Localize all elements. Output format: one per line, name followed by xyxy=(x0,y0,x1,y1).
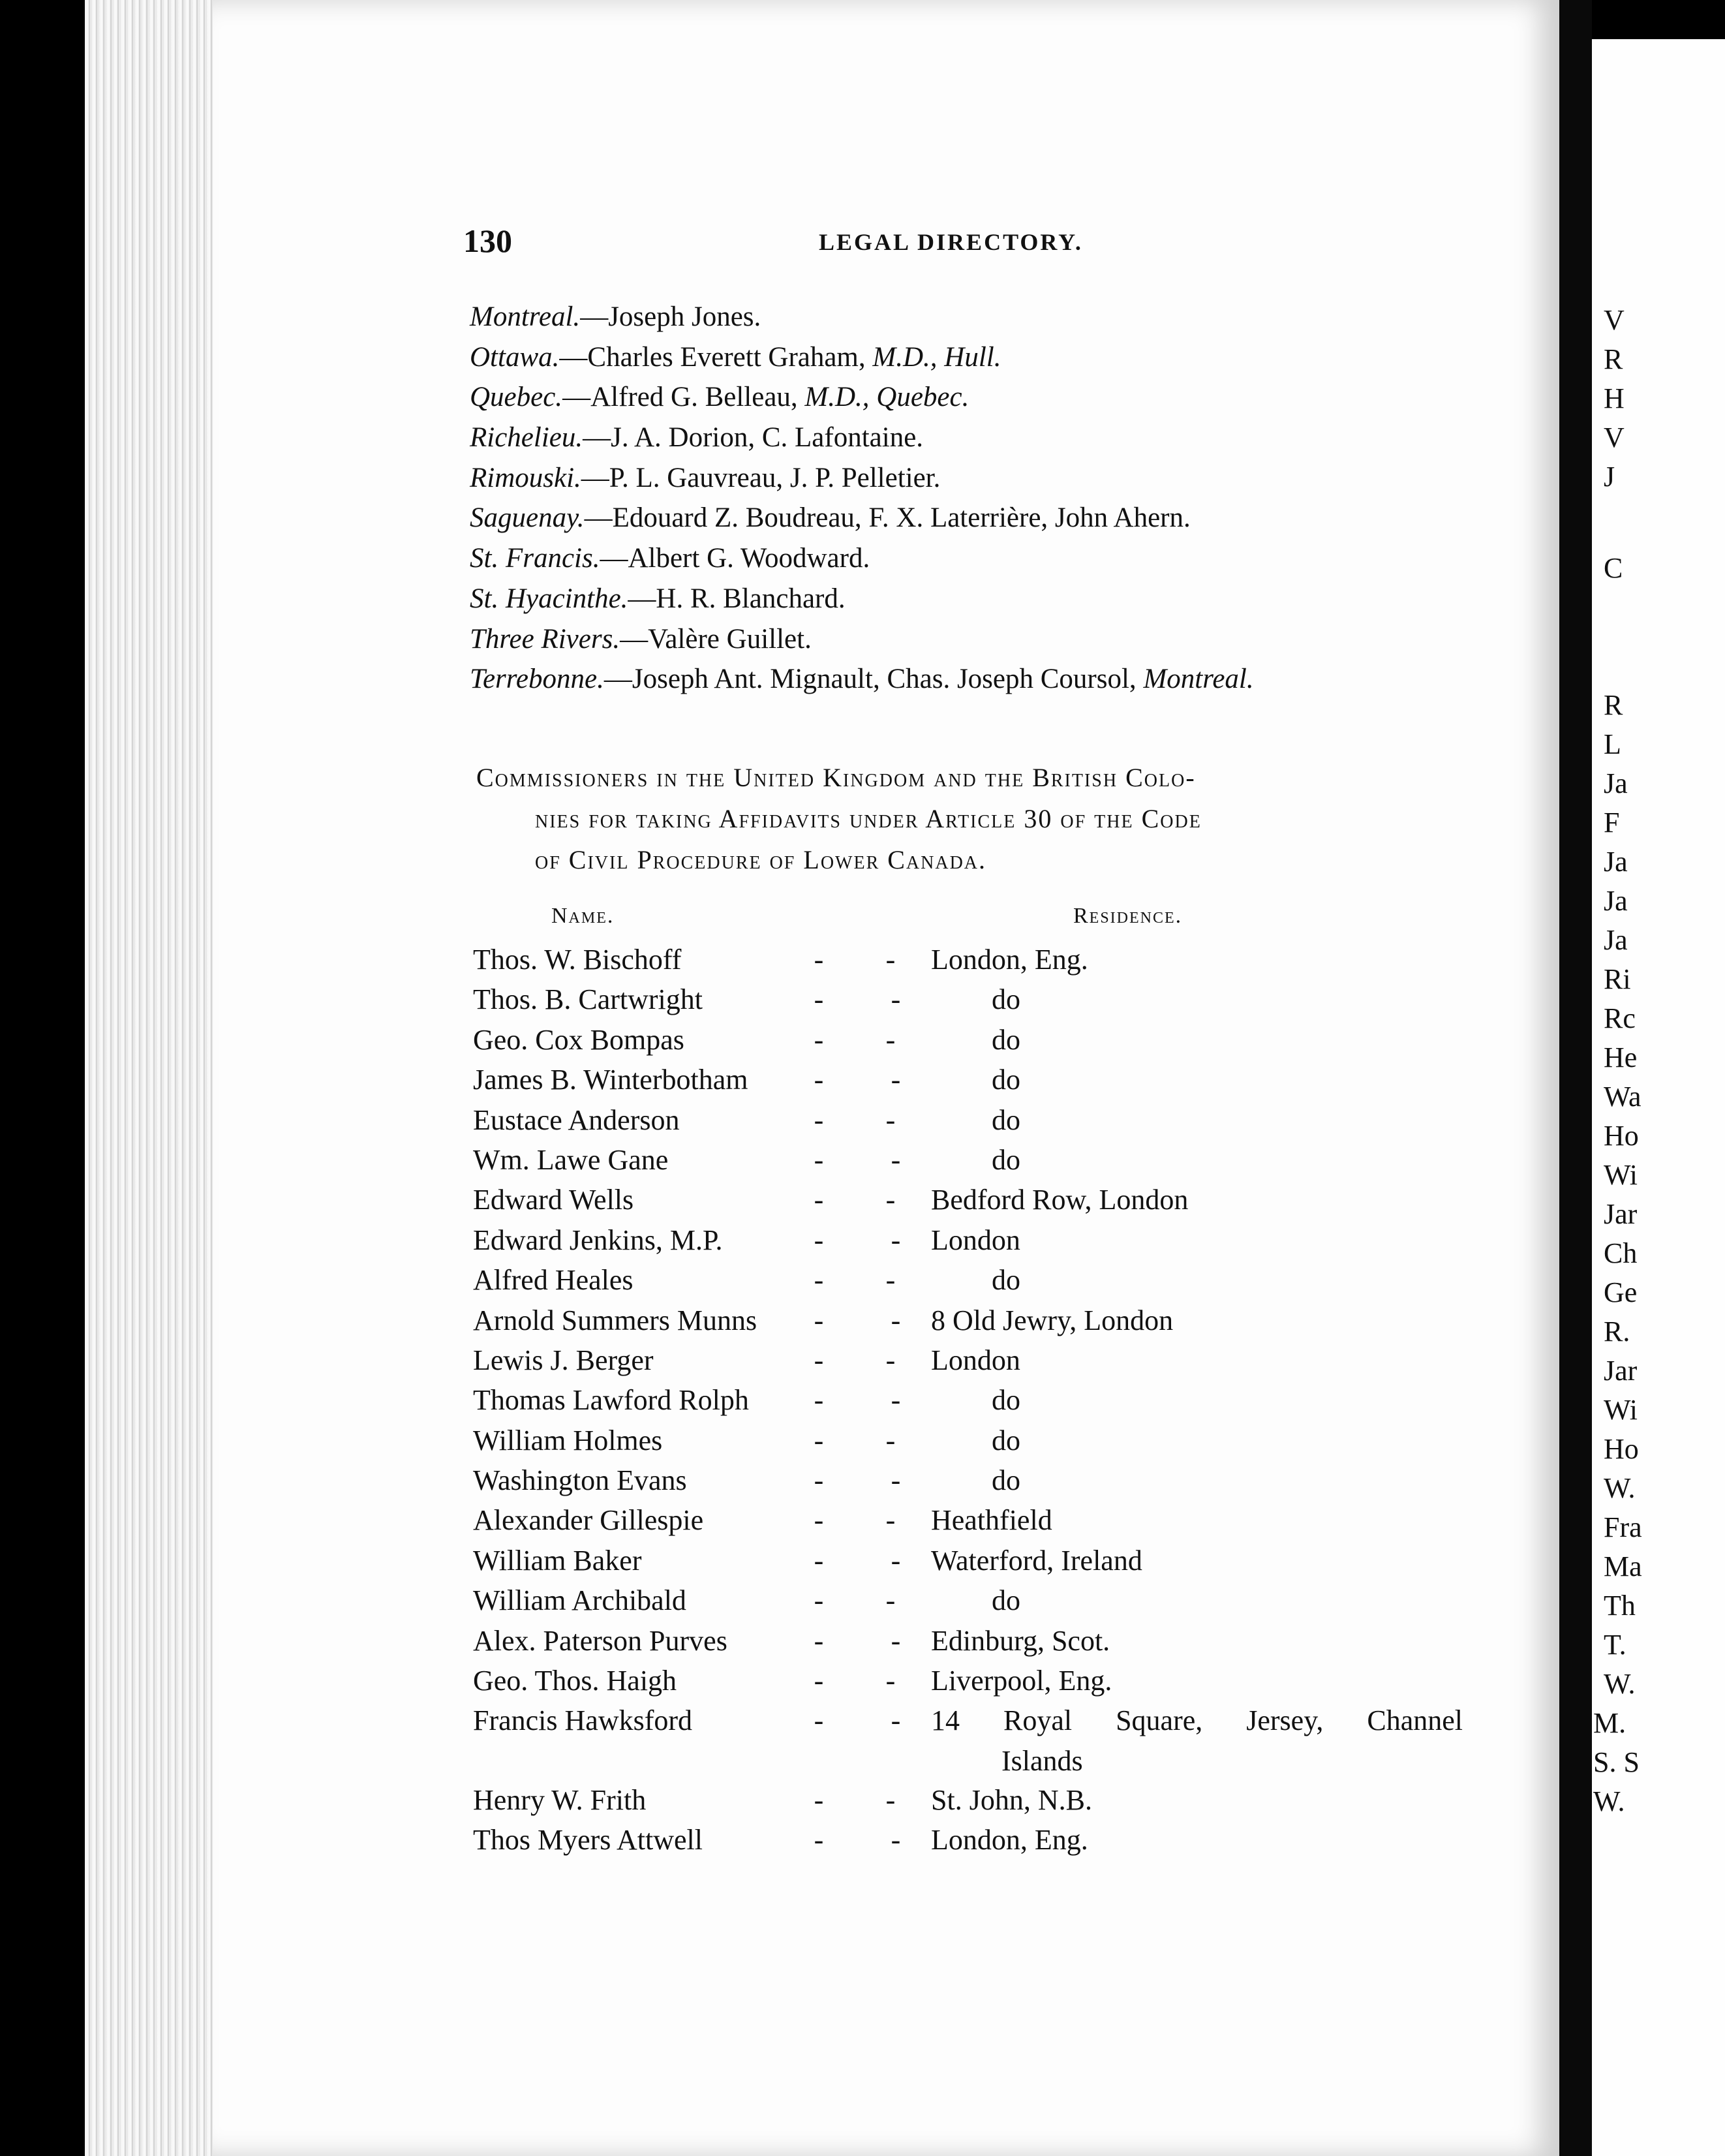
table-row xyxy=(473,1020,1465,1060)
leader-dash: - xyxy=(885,1424,896,1456)
section-title-line: nies for taking Affidavits under Article 30 of the Code xyxy=(535,804,1202,833)
facing-page xyxy=(1592,39,1725,2156)
district-entry xyxy=(470,538,1514,579)
district-suffix: M.D., Quebec. xyxy=(804,382,969,413)
district-entry xyxy=(470,337,1514,378)
district-entry xyxy=(470,458,1514,499)
leader-dash: - xyxy=(814,1184,824,1216)
table-row xyxy=(473,1100,1465,1140)
district-suffix: Montreal. xyxy=(1143,664,1254,695)
table-row xyxy=(473,1260,1465,1300)
commissioner-residence: do xyxy=(992,1064,1020,1096)
table-row xyxy=(473,1580,1465,1620)
commissioner-name: Arnold Summers Munns xyxy=(473,1304,757,1336)
commissioner-residence: do xyxy=(992,1103,1020,1136)
page-number: 130 xyxy=(463,223,512,259)
facing-fragment: W. xyxy=(1604,1668,1636,1700)
book-gutter xyxy=(1559,0,1592,2156)
facing-fragment: Ho xyxy=(1604,1120,1639,1152)
facing-fragment: Fra xyxy=(1604,1511,1642,1543)
leader-dash: - xyxy=(814,944,824,976)
facing-fragment: He xyxy=(1604,1041,1638,1073)
district-members: —P. L. Gauvreau, J. P. Pelletier. xyxy=(581,462,941,493)
facing-fragment: C xyxy=(1604,552,1623,584)
leader-dash: - xyxy=(891,1304,901,1336)
leader-dash: - xyxy=(885,1783,896,1816)
commissioner-residence: Liverpool, Eng. xyxy=(931,1665,1112,1697)
leader-dash: - xyxy=(885,1584,896,1617)
table-row xyxy=(473,1780,1465,1820)
name-column-header: Name. xyxy=(551,904,615,928)
facing-fragment: Rc xyxy=(1604,1002,1636,1034)
district-name: Saguenay. xyxy=(470,502,585,534)
commissioner-name: Geo. Thos. Haigh xyxy=(473,1665,677,1697)
district-suffix: M.D., Hull. xyxy=(872,341,1001,373)
table-row xyxy=(473,1541,1465,1580)
table-row xyxy=(473,1220,1465,1260)
leader-dash: - xyxy=(885,944,896,976)
commissioner-name: Henry W. Frith xyxy=(473,1783,647,1816)
commissioner-name: Thos Myers Attwell xyxy=(473,1824,703,1856)
commissioner-residence: Waterford, Ireland xyxy=(931,1544,1142,1577)
table-row xyxy=(473,1661,1465,1701)
leader-dash: - xyxy=(891,1064,901,1096)
commissioner-name: Thomas Lawford Rolph xyxy=(473,1384,749,1417)
table-row xyxy=(473,1380,1465,1420)
commissioner-residence: London xyxy=(931,1224,1020,1256)
commissioner-name: James B. Winterbotham xyxy=(473,1064,748,1096)
table-row xyxy=(473,1421,1465,1460)
leader-dash: - xyxy=(814,1424,824,1456)
table-row xyxy=(473,1340,1465,1380)
leader-dash: - xyxy=(885,1665,896,1697)
facing-fragment: Ja xyxy=(1604,924,1628,956)
facing-fragment: Jar xyxy=(1604,1198,1638,1230)
commissioner-residence: St. John, N.B. xyxy=(931,1783,1092,1816)
facing-fragment: Wa xyxy=(1604,1081,1641,1113)
facing-fragment: Ri xyxy=(1604,963,1631,995)
commissioner-residence: do xyxy=(992,1584,1020,1617)
facing-fragment: L xyxy=(1604,728,1621,760)
facing-fragment: W. xyxy=(1604,1472,1636,1504)
facing-fragment: H xyxy=(1604,382,1625,414)
district-entry xyxy=(470,377,1514,418)
commissioner-name: Wm. Lawe Gane xyxy=(473,1143,669,1176)
district-name: Quebec. xyxy=(470,382,563,413)
leader-dash: - xyxy=(885,1344,896,1376)
facing-fragment: R. xyxy=(1604,1316,1630,1348)
leader-dash: - xyxy=(814,1023,824,1056)
commissioner-name: Alexander Gillespie xyxy=(473,1504,704,1537)
commissioner-residence: London, Eng. xyxy=(931,1824,1088,1856)
residence-word: Channel xyxy=(1367,1704,1463,1737)
page-edges xyxy=(85,0,215,2156)
leader-dash: - xyxy=(891,1544,901,1577)
commissioners-table xyxy=(473,940,1465,1860)
district-entry xyxy=(470,297,1514,337)
commissioner-name: Edward Wells xyxy=(473,1184,634,1216)
leader-dash: - xyxy=(885,1103,896,1136)
leader-dash: - xyxy=(885,1264,896,1297)
district-members: —Joseph Ant. Mignault, Chas. Joseph Coursol, xyxy=(603,664,1144,695)
leader-dash: - xyxy=(891,1143,901,1176)
commissioner-name: William Archibald xyxy=(473,1584,686,1617)
commissioner-name: Eustace Anderson xyxy=(473,1103,680,1136)
commissioner-name: William Holmes xyxy=(473,1424,663,1456)
facing-fragment: Ja xyxy=(1604,846,1628,878)
commissioner-name: Washington Evans xyxy=(473,1464,687,1497)
table-row xyxy=(473,1180,1465,1220)
commissioner-name: Alfred Heales xyxy=(473,1264,634,1297)
leader-dash: - xyxy=(814,1824,824,1856)
commissioner-name: Edward Jenkins, M.P. xyxy=(473,1224,723,1256)
commissioner-name: Geo. Cox Bompas xyxy=(473,1023,684,1056)
section-title xyxy=(476,757,1455,880)
commissioner-residence: London, Eng. xyxy=(931,944,1088,976)
residence-word: Square, xyxy=(1116,1704,1203,1737)
residence-word: 14 xyxy=(931,1704,960,1737)
leader-dash: - xyxy=(814,1103,824,1136)
commissioner-residence: Heathfield xyxy=(931,1504,1052,1537)
leader-dash: - xyxy=(891,1464,901,1497)
leader-dash: - xyxy=(891,1704,901,1737)
facing-fragment: Jar xyxy=(1604,1355,1638,1387)
leader-dash: - xyxy=(885,1184,896,1216)
commissioner-residence: Edinburg, Scot. xyxy=(931,1624,1110,1657)
leader-dash: - xyxy=(814,1464,824,1497)
commissioner-residence: Islands xyxy=(1001,1744,1083,1777)
commissioner-residence: do xyxy=(992,1464,1020,1497)
commissioner-residence: Bedford Row, London xyxy=(931,1184,1189,1216)
facing-fragment: Ja xyxy=(1604,767,1628,799)
facing-fragment: M. xyxy=(1593,1707,1626,1739)
district-members: —Charles Everett Graham, xyxy=(559,341,873,373)
facing-fragment: Ch xyxy=(1604,1237,1638,1269)
leader-dash: - xyxy=(814,1584,824,1617)
leader-dash: - xyxy=(891,1384,901,1417)
commissioner-residence: do xyxy=(992,1384,1020,1417)
leader-dash: - xyxy=(891,983,901,1016)
residence-column-header: Residence. xyxy=(1073,904,1183,928)
column-headers xyxy=(551,904,1399,936)
leader-dash: - xyxy=(814,1384,824,1417)
leader-dash: - xyxy=(814,1304,824,1336)
district-members: —Albert G. Woodward. xyxy=(600,543,870,574)
commissioner-name: Thos. W. Bischoff xyxy=(473,944,682,976)
district-entry xyxy=(470,418,1514,458)
leader-dash: - xyxy=(891,1824,901,1856)
commissioner-residence: 8 Old Jewry, London xyxy=(931,1304,1174,1336)
district-name: Rimouski. xyxy=(470,462,581,493)
district-entry xyxy=(470,659,1514,700)
facing-fragment: V xyxy=(1604,304,1625,336)
facing-fragment: F xyxy=(1604,807,1620,839)
leader-dash: - xyxy=(814,1704,824,1737)
facing-fragment: V xyxy=(1604,422,1625,454)
table-row xyxy=(473,1701,1465,1740)
residence-word: Royal xyxy=(1003,1704,1073,1737)
facing-fragment: S. S xyxy=(1593,1746,1640,1778)
commissioner-name: William Baker xyxy=(473,1544,642,1577)
commissioner-residence xyxy=(931,1701,1463,1740)
commissioner-name: Lewis J. Berger xyxy=(473,1344,654,1376)
section-title-line: Commissioners in the United Kingdom and the British Colo- xyxy=(476,763,1196,792)
district-members: —H. R. Blanchard. xyxy=(628,583,846,614)
district-name: St. Hyacinthe. xyxy=(470,583,628,614)
table-row xyxy=(473,1460,1465,1500)
district-entry xyxy=(470,498,1514,538)
leader-dash: - xyxy=(814,1504,824,1537)
table-row xyxy=(473,940,1465,979)
district-name: St. Francis. xyxy=(470,543,600,574)
facing-fragment: Ho xyxy=(1604,1433,1639,1465)
leader-dash: - xyxy=(814,1264,824,1297)
district-name: Ottawa. xyxy=(470,341,560,373)
facing-fragment: T. xyxy=(1604,1629,1626,1661)
facing-fragment: Ge xyxy=(1604,1276,1638,1308)
table-row xyxy=(473,1820,1465,1860)
leader-dash: - xyxy=(891,1224,901,1256)
facing-fragment: Wi xyxy=(1604,1394,1638,1426)
leader-dash: - xyxy=(814,1544,824,1577)
district-name: Richelieu. xyxy=(470,422,583,454)
district-entry xyxy=(470,579,1514,619)
table-row-continuation xyxy=(473,1741,1465,1780)
commissioner-residence: do xyxy=(992,1023,1020,1056)
section-title-line: of Civil Procedure of Lower Canada. xyxy=(535,845,987,874)
district-entry xyxy=(470,619,1514,660)
page-header xyxy=(463,222,1559,274)
commissioner-name: Thos. B. Cartwright xyxy=(473,983,703,1016)
district-members: —Valère Guillet. xyxy=(620,623,812,654)
running-head: LEGAL DIRECTORY. xyxy=(819,229,1083,255)
table-row xyxy=(473,1140,1465,1180)
facing-fragment: J xyxy=(1604,461,1615,493)
facing-fragment: Ja xyxy=(1604,885,1628,917)
district-list xyxy=(470,297,1514,700)
district-members: —Edouard Z. Boudreau, F. X. Laterrière, John Ahern. xyxy=(584,502,1191,534)
facing-fragment: R xyxy=(1604,343,1623,375)
leader-dash: - xyxy=(814,1224,824,1256)
commissioner-name: Alex. Paterson Purves xyxy=(473,1624,727,1657)
commissioner-residence: do xyxy=(992,983,1020,1016)
district-name: Terrebonne. xyxy=(470,664,604,695)
leader-dash: - xyxy=(885,1504,896,1537)
commissioner-residence: do xyxy=(992,1424,1020,1456)
leader-dash: - xyxy=(814,1665,824,1697)
commissioner-residence: do xyxy=(992,1264,1020,1297)
district-name: Montreal. xyxy=(470,301,581,332)
district-members: —Joseph Jones. xyxy=(580,301,761,332)
leader-dash: - xyxy=(814,1783,824,1816)
facing-fragment: W. xyxy=(1593,1785,1625,1817)
commissioner-name: Francis Hawksford xyxy=(473,1704,693,1737)
facing-fragment: R xyxy=(1604,689,1623,721)
leader-dash: - xyxy=(814,983,824,1016)
commissioner-residence: London xyxy=(931,1344,1020,1376)
district-members: —Alfred G. Belleau, xyxy=(562,382,805,413)
table-row xyxy=(473,1301,1465,1340)
table-row xyxy=(473,979,1465,1019)
table-row xyxy=(473,1621,1465,1661)
leader-dash: - xyxy=(814,1143,824,1176)
commissioner-residence: do xyxy=(992,1143,1020,1176)
leader-dash: - xyxy=(814,1624,824,1657)
facing-fragment: Wi xyxy=(1604,1159,1638,1191)
table-row xyxy=(473,1500,1465,1540)
leader-dash: - xyxy=(814,1344,824,1376)
leader-dash: - xyxy=(814,1064,824,1096)
facing-fragment: Ma xyxy=(1604,1550,1642,1582)
table-row xyxy=(473,1060,1465,1100)
facing-fragment: Th xyxy=(1604,1590,1636,1622)
district-name: Three Rivers. xyxy=(470,623,620,654)
residence-word: Jersey, xyxy=(1246,1704,1324,1737)
leader-dash: - xyxy=(891,1624,901,1657)
leader-dash: - xyxy=(885,1023,896,1056)
district-members: —J. A. Dorion, C. Lafontaine. xyxy=(583,422,924,454)
